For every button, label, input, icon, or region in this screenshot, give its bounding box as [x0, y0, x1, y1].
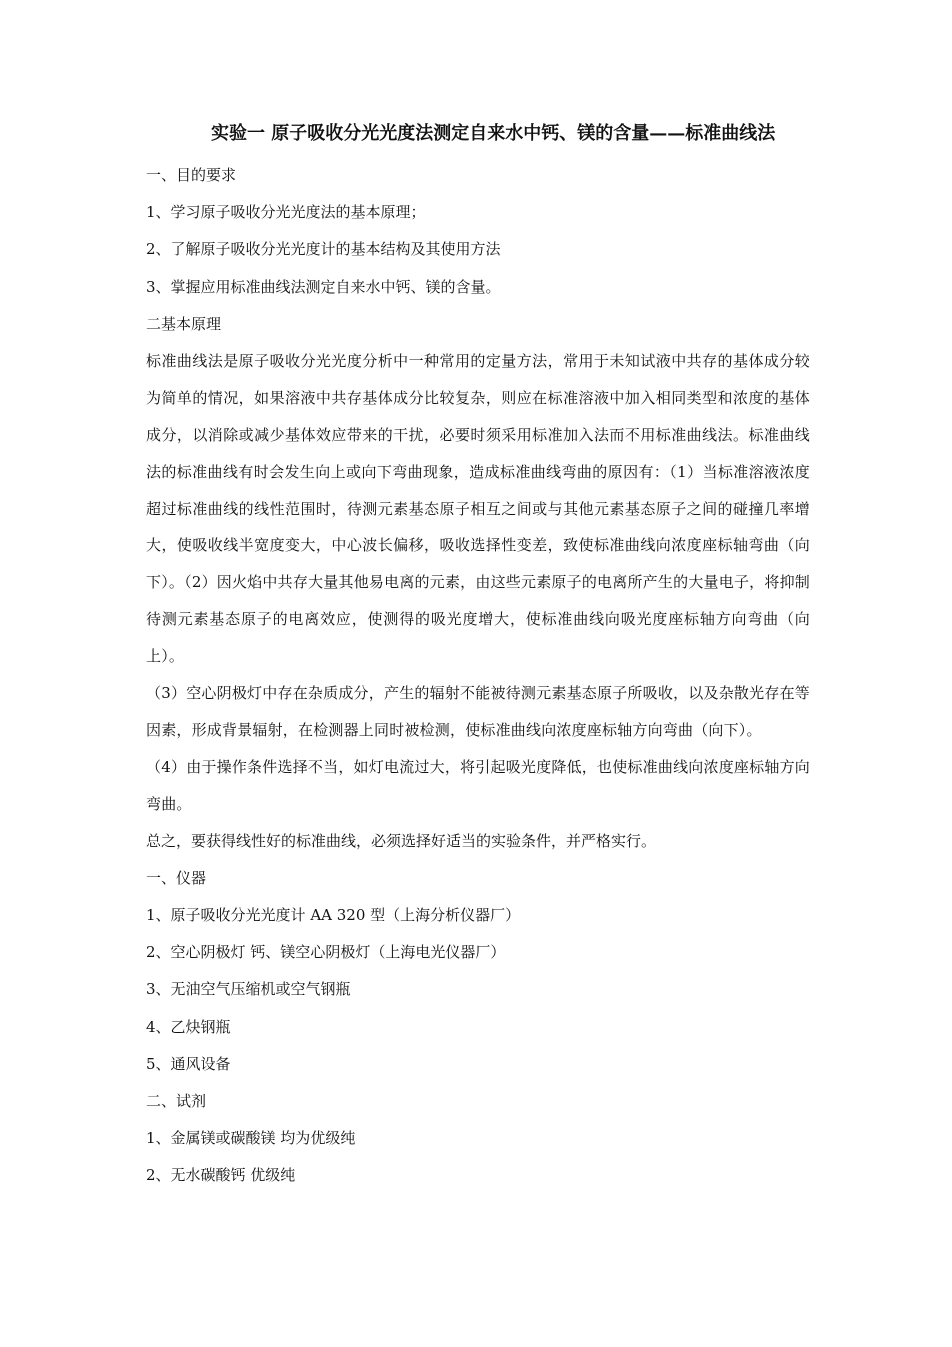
principle-paragraph: （3）空心阴极灯中存在杂质成分，产生的辐射不能被待测元素基态原子所吸收，以及杂散光存在等因素，形成背景辐射，在检测器上同时被检测，使标准曲线向浓度座标轴方向弯曲（向下）。 — [146, 684, 810, 739]
instrument-item: 2、空心阴极灯 钙、镁空心阴极灯（上海电光仪器厂） — [146, 943, 506, 962]
document-body — [146, 157, 810, 1195]
principle-summary: 总之，要获得线性好的标准曲线，必须选择好适当的实验条件，并严格实行。 — [146, 831, 657, 850]
purpose-heading: 一、目的要求 — [146, 166, 237, 184]
instrument-item: 3、无油空气压缩机或空气钢瓶 — [146, 980, 351, 999]
purpose-item: 2、了解原子吸收分光光度计的基本结构及其使用方法 — [146, 240, 501, 259]
principle-heading: 二基本原理 — [146, 314, 222, 333]
reagent-item: 1、金属镁或碳酸镁 均为优级纯 — [146, 1129, 356, 1148]
document-title: 实验一 原子吸收分光光度法测定自来水中钙、镁的含量——标准曲线法 — [211, 123, 776, 144]
principle-paragraph: （4）由于操作条件选择不当，如灯电流过大，将引起吸光度降低，也使标准曲线向浓度座标轴方向弯曲。 — [146, 757, 810, 813]
reagent-heading: 二、试剂 — [146, 1092, 207, 1111]
purpose-item: 1、学习原子吸收分光光度法的基本原理； — [146, 203, 426, 222]
principle-paragraph: 标准曲线法是原子吸收分光光度分析中一种常用的定量方法，常用于未知试液中共存的基体成分较为简单的情况，如果溶液中共存基体成分比较复杂，则应在标准溶液中加入相同类型和浓度的基体成分，以消除或减少基体效应带来的干扰，必要时须采用标准加入法而不用标准曲线法。标准曲线法的标准曲线有时会发生向上或向下弯曲现象，造成标准曲线弯曲的原因有：（1）当标准溶液浓度超过标准曲线的线性范围时，待测元素基态原子相互之间或与其他元素基态原子之间的碰撞几率增大，使吸收线半宽度变大，中心波长偏移，吸收选择性变差，致使标准曲线向浓度座标轴弯曲（向下）。（2）因火焰中共存大量其他易电离的元素，由这些元素原子的电离所产生的大量电子，将抑制待测元素基态原子的电离效应，使测得的吸光度增大，使标准曲线向吸光度座标轴方向弯曲（向上）。 — [146, 351, 810, 666]
instrument-item: 4、乙炔钢瓶 — [146, 1017, 231, 1036]
purpose-item: 3、掌握应用标准曲线法测定自来水中钙、镁的含量。 — [146, 277, 501, 296]
instrument-item: 1、原子吸收分光光度计 AA 320 型（上海分析仪器厂） — [146, 906, 521, 925]
reagent-item: 2、无水碳酸钙 优级纯 — [146, 1166, 296, 1185]
instrument-heading: 一、仪器 — [146, 868, 207, 887]
instrument-item: 5、通风设备 — [146, 1054, 231, 1073]
